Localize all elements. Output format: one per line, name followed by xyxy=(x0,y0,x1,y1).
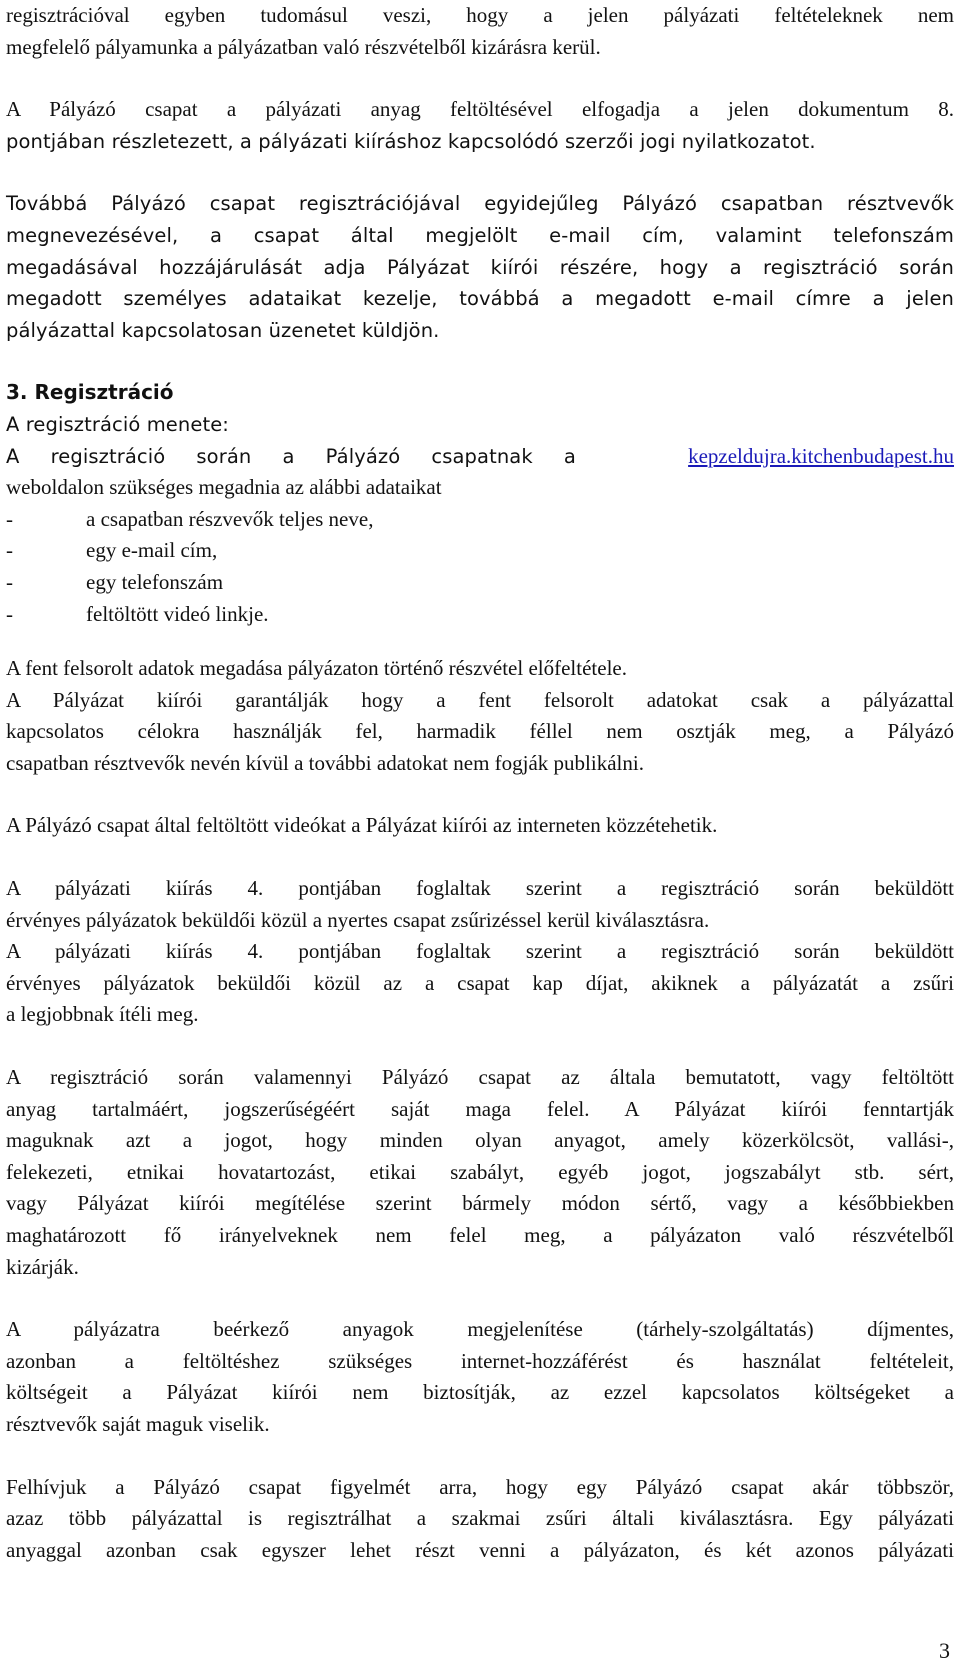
registration-line-words xyxy=(6,441,576,473)
word: a xyxy=(282,444,295,468)
paragraph-text-line: anyag tartalmáért, jogszerűségéért saját maga felel. A Pályázat kiírói fenntartják xyxy=(6,1096,954,1121)
word: regisztráció xyxy=(50,444,166,468)
required-data-list xyxy=(6,504,954,630)
word: során xyxy=(196,444,252,468)
list-dash: - xyxy=(6,538,13,563)
paragraph-text-line: vagy Pályázat kiírói megítélése szerint bármely módon sértő, vagy a későbbiekben xyxy=(6,1191,954,1216)
paragraph-text-line: pontjában részletezett, a pályázati kiíráshoz kapcsolódó szerzői jogi nyilatkozatot. xyxy=(6,129,816,153)
list-item-text: egy telefonszám xyxy=(86,569,224,594)
paragraph-text-line: pályázattal kapcsolatosan üzenetet küldjön. xyxy=(6,318,440,342)
paragraph-text-line: weboldalon szükséges megadnia az alábbi adataikat xyxy=(6,475,442,500)
paragraph-text-line: A Pályázó csapat által feltöltött videókat a Pályázat kiírói az interneten közzétehetik. xyxy=(6,813,718,838)
paragraph-text-line: azaz több pályázattal is regisztrálhat a szakmai zsűri általi kiválasztásra. Egy pályázati xyxy=(6,1506,954,1531)
paragraph-text-line: résztvevők saját maguk viselik. xyxy=(6,1411,270,1436)
paragraph-text-line: érvényes pályázatok beküldői közül a nyertes csapat zsűrizéssel kerül kiválasztásra. xyxy=(6,907,710,932)
paragraph-text-line: A regisztráció során valamennyi Pályázó csapat az általa bemutatott, vagy feltöltött xyxy=(6,1065,954,1090)
list-item xyxy=(6,535,954,567)
list-dash: - xyxy=(6,569,13,594)
word: a xyxy=(563,444,576,468)
paragraph-text-line: megadott személyes adataikat kezelje, továbbá a megadott e-mail címre a jelen xyxy=(6,287,954,311)
paragraph-text-line: érvényes pályázatok beküldői közül az a csapat kap díjat, akiknek a pályázatát a zsűri xyxy=(6,970,954,995)
paragraph-text-line: A pályázatra beérkező anyagok megjelenítése (tárhely-szolgáltatás) díjmentes, xyxy=(6,1317,954,1342)
list-item xyxy=(6,599,954,631)
paragraph-text-line: A pályázati kiírás 4. pontjában foglaltak szerint a regisztráció során beküldött xyxy=(6,939,954,964)
document-page xyxy=(6,0,954,1566)
paragraph-text-line: Felhívjuk a Pályázó csapat figyelmét arra, hogy egy Pályázó csapat akár többször, xyxy=(6,1474,954,1499)
paragraph-text-line: Továbbá Pályázó csapat regisztrációjával egyidejűleg Pályázó csapatban résztvevők xyxy=(6,192,954,216)
section-subheading: A regisztráció menete: xyxy=(6,412,229,436)
list-item xyxy=(6,504,954,536)
word: A xyxy=(6,444,20,468)
section-heading: 3. Regisztráció xyxy=(6,380,174,405)
paragraph-text-line: megnevezésével, a csapat által megjelölt e-mail cím, valamint telefonszám xyxy=(6,223,954,247)
paragraph-text-line: A Pályázó csapat a pályázati anyag feltöltésével elfogadja a jelen dokumentum 8. xyxy=(6,97,954,122)
list-item-text: egy e-mail cím, xyxy=(86,538,218,563)
list-item xyxy=(6,567,954,599)
paragraph-text-line: A fent felsorolt adatok megadása pályázaton történő részvétel előfeltétele. xyxy=(6,656,627,681)
paragraph-text-line: kizárják. xyxy=(6,1254,79,1279)
paragraph-text-line: azonban a feltöltéshez szükséges internet-hozzáférést és használat feltételeit, xyxy=(6,1348,954,1373)
paragraph-text-line: regisztrációval egyben tudomásul veszi, hogy a jelen pályázati feltételeknek nem xyxy=(6,3,954,27)
list-dash: - xyxy=(6,601,13,626)
word: csapatnak xyxy=(431,444,533,468)
paragraph-text-line: A pályázati kiírás 4. pontjában foglaltak szerint a regisztráció során beküldött xyxy=(6,876,954,901)
paragraph-text-line: anyaggal azonban csak egyszer lehet részt venni a pályázaton, és két azonos pályázati xyxy=(6,1537,954,1562)
paragraph-text-line: költségeit a Pályázat kiírói nem biztosítják, az ezzel kapcsolatos költségeket a xyxy=(6,1380,954,1405)
paragraph-text-line: csapatban résztvevők nevén kívül a további adatokat nem fogják publikálni. xyxy=(6,750,644,775)
list-dash: - xyxy=(6,506,13,531)
paragraph-text-line: kapcsolatos célokra használják fel, harmadik féllel nem osztják meg, a Pályázó xyxy=(6,719,954,744)
paragraph-text-line: maguknak azt a jogot, hogy minden olyan anyagot, amely közerkölcsöt, vallási-, xyxy=(6,1128,954,1153)
paragraph-text-line: megadásával hozzájárulását adja Pályázat kiírói részére, hogy a regisztráció során xyxy=(6,255,954,279)
paragraph-text-line: felekezeti, etnikai hovatartozást, etikai szabályt, egyéb jogot, jogszabályt stb. sért, xyxy=(6,1159,954,1184)
paragraph-text-line: maghatározott fő irányelveknek nem felel meg, a pályázaton való részvételből xyxy=(6,1223,954,1247)
list-item-text: a csapatban részvevők teljes neve, xyxy=(86,506,374,531)
paragraph-text-line: a legjobbnak ítéli meg. xyxy=(6,1002,199,1027)
website-link[interactable]: kepzeldujra.kitchenbudapest.hu xyxy=(688,443,954,468)
registration-line xyxy=(6,441,954,473)
paragraph-text-line: megfelelő pályamunka a pályázatban való részvételből kizárásra kerül. xyxy=(6,34,601,59)
word: Pályázó xyxy=(325,444,401,468)
paragraph-text-line: A Pályázat kiírói garantálják hogy a fent felsorolt adatokat csak a pályázattal xyxy=(6,687,954,712)
list-item-text: feltöltött videó linkje. xyxy=(86,601,269,626)
page-number: 3 xyxy=(939,1638,950,1663)
